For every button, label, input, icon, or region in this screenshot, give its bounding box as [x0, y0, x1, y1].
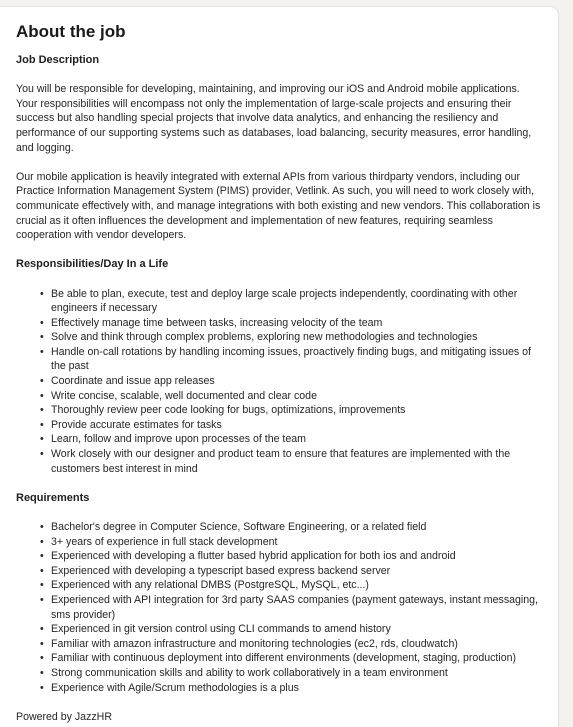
list-item-text: Experienced with API integration for 3rd party SAAS companies (payment gateways, instant messaging, sms provider)	[51, 593, 538, 621]
bullet-icon: •	[40, 418, 44, 431]
list-item-text: Work closely with our designer and product team to ensure that features are implemented with the customers best interest in mind	[51, 448, 511, 475]
bullet-icon: •	[40, 579, 44, 592]
bullet-icon: •	[40, 637, 44, 650]
bullet-icon: •	[40, 404, 44, 417]
list-item-text: Experience with Agile/Scrum methodologies is a plus	[51, 681, 299, 694]
list-item-text: Familiar with continuous deployment into different environments (development, staging, production)	[51, 652, 517, 665]
list-item-text: Experienced with any relational DMBS (PostgreSQL, MySQL, etc...)	[51, 579, 369, 592]
list-item-text: Effectively manage time between tasks, increasing velocity of the team	[51, 316, 383, 329]
bullet-icon: •	[40, 681, 44, 694]
list-item	[40, 345, 542, 374]
bullet-icon: •	[40, 564, 44, 577]
list-item-text: Experienced in git version control using CLI commands to amend history	[51, 623, 391, 636]
list-item-text: Coordinate and issue app releases	[51, 375, 215, 388]
bullet-icon: •	[40, 652, 44, 665]
list-item	[40, 432, 542, 447]
bullet-icon: •	[40, 448, 44, 461]
bullet-icon: •	[40, 550, 44, 563]
bullet-icon: •	[40, 666, 44, 679]
list-item-text: 3+ years of experience in full stack development	[51, 535, 278, 548]
list-item-text: Handle on-call rotations by handling incoming issues, proactively finding bugs, and mitigating issues of the past	[51, 345, 531, 373]
description-paragraph: You will be responsible for developing, maintaining, and improving our iOS and Android mobile applications. Your responsibilities will encompass not only the implementation of large-scale projects and ensuring their success but also handling special projects that involve data analytics, and enhancing the resiliency and performance of our supporting systems such as databases, load balancing, security measures, error handling, and logging.	[16, 83, 532, 154]
bullet-icon: •	[40, 389, 44, 402]
list-item	[40, 666, 542, 681]
list-item-text: Thoroughly review peer code looking for bugs, optimizations, improvements	[51, 404, 406, 417]
list-item	[40, 622, 542, 637]
list-item	[40, 637, 542, 652]
list-item-text: Write concise, scalable, well documented and clear code	[51, 389, 317, 402]
responsibilities-list	[16, 287, 542, 477]
list-item	[40, 593, 542, 622]
requirements-list	[16, 520, 542, 695]
list-item-text: Experienced with developing a typescript based express backend server	[51, 564, 391, 577]
bullet-icon: •	[40, 287, 44, 300]
list-item	[40, 287, 542, 316]
section-title: About the job	[16, 22, 126, 41]
list-item	[40, 389, 542, 404]
bullet-icon: •	[40, 433, 44, 446]
list-item-text: Strong communication skills and ability to work collaboratively in a team environment	[51, 666, 448, 679]
bullet-icon: •	[40, 535, 44, 548]
list-item-text: Familiar with amazon infrastructure and monitoring technologies (ec2, rds, cloudwatch)	[51, 637, 458, 650]
list-item	[40, 578, 542, 593]
bullet-icon: •	[40, 345, 44, 358]
bullet-icon: •	[40, 331, 44, 344]
list-item	[40, 374, 542, 389]
description-paragraph: Our mobile application is heavily integrated with external APIs from various thirdparty vendors, including our Practice Information Management System (PIMS) provider, Vetlink. As such, you will need to work closely with, communicate effectively with, and manage integrations with both existing and new vendors. This collaboration is crucial as it often influences the development and implementation of new features, requiring seamless cooperation with vendor developers.	[16, 170, 541, 242]
list-item-text: Solve and think through complex problems, exploring new methodologies and technologies	[51, 331, 478, 344]
list-item	[40, 681, 542, 696]
responsibilities-heading: Responsibilities/Day In a Life	[16, 258, 169, 271]
list-item	[40, 549, 542, 564]
about-job-card	[0, 7, 558, 727]
list-item	[40, 520, 542, 535]
bullet-icon: •	[40, 593, 44, 606]
powered-by-text: Powered by JazzHR	[16, 710, 112, 723]
list-item	[40, 418, 542, 433]
list-item	[40, 564, 542, 579]
job-description-heading: Job Description	[16, 54, 100, 66]
requirements-heading: Requirements	[16, 491, 90, 504]
list-item	[40, 330, 542, 345]
bullet-icon: •	[40, 375, 44, 388]
bullet-icon: •	[40, 316, 44, 329]
bullet-icon: •	[40, 521, 44, 533]
bullet-icon: •	[40, 623, 44, 636]
list-item-text: Learn, follow and improve upon processes of the team	[51, 433, 306, 446]
list-item	[40, 403, 542, 418]
list-item	[40, 447, 542, 476]
list-item-text: Be able to plan, execute, test and deploy large scale projects independently, coordinating with other engineers if necessary	[51, 287, 518, 315]
list-item-text: Bachelor's degree in Computer Science, Software Engineering, or a related field	[51, 521, 427, 533]
list-item-text: Experienced with developing a flutter based hybrid application for both ios and android	[51, 550, 456, 563]
list-item	[40, 316, 542, 331]
list-item	[40, 651, 542, 666]
list-item	[40, 535, 542, 550]
list-item-text: Provide accurate estimates for tasks	[51, 418, 222, 431]
